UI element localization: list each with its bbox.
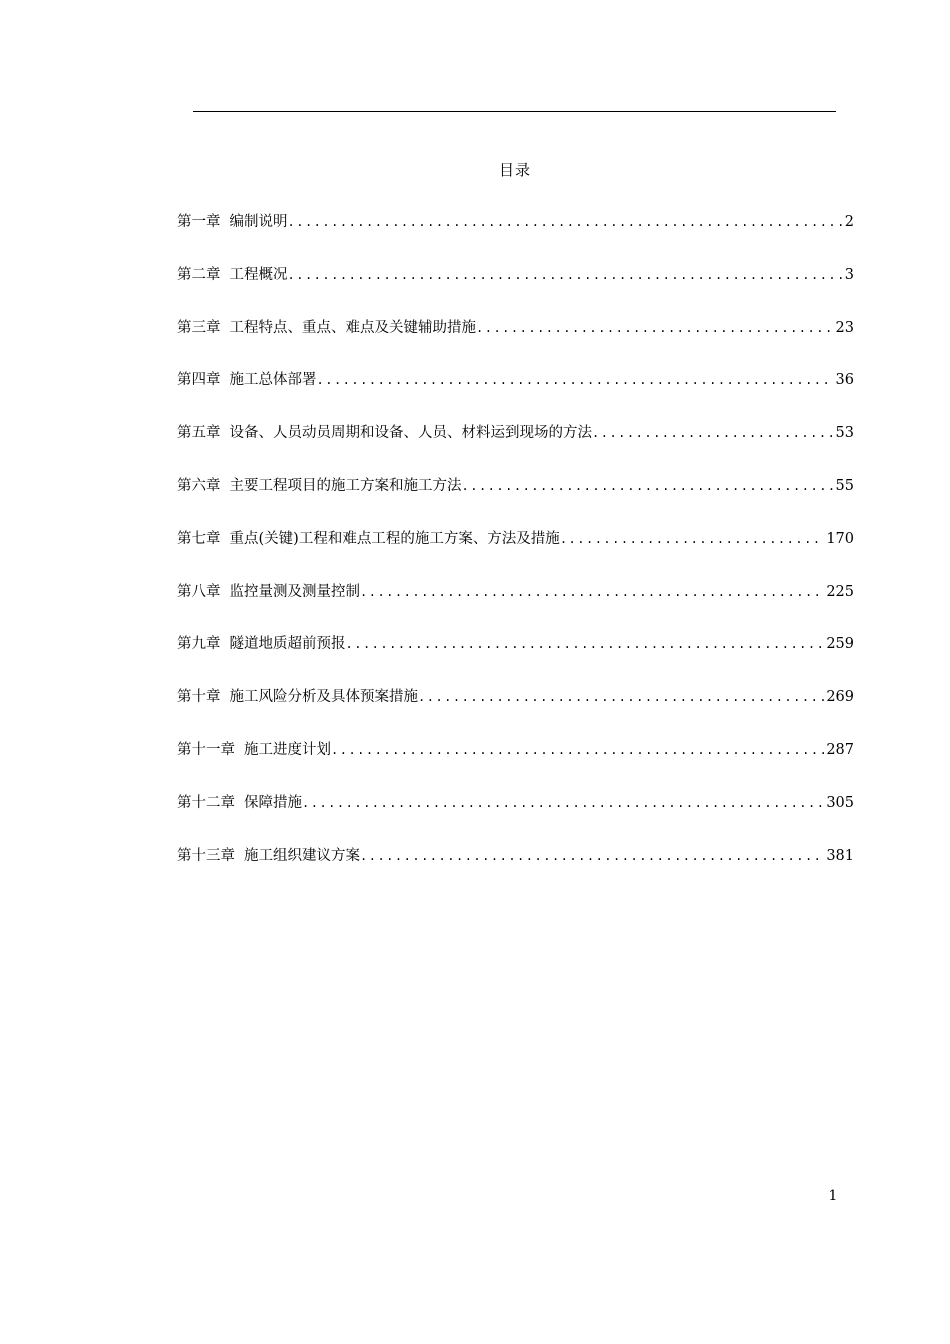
toc-entry[interactable] (177, 212, 854, 265)
toc-entry-title: 施工风险分析及具体预案措施 (229, 689, 418, 706)
toc-chapter-label: 第七章 (177, 530, 221, 547)
toc-dot-leader (302, 793, 824, 813)
toc-page-number: 225 (826, 583, 854, 600)
toc-dot-leader (331, 740, 824, 760)
toc-page-number: 305 (826, 794, 854, 811)
toc-chapter-label: 第十一章 (177, 741, 235, 758)
toc-entry-title: 设备、人员动员周期和设备、人员、材料运到现场的方法 (229, 425, 592, 442)
toc-dot-leader (462, 476, 834, 496)
toc-chapter-label: 第六章 (177, 477, 221, 494)
toc-dot-leader (360, 846, 824, 866)
toc-page-number: 287 (826, 741, 854, 758)
toc-chapter-label: 第十二章 (177, 794, 235, 811)
toc-entry[interactable] (177, 793, 854, 846)
toc-entry-title: 工程概况 (229, 266, 288, 283)
toc-dot-leader (288, 212, 843, 232)
toc-entry[interactable] (177, 265, 854, 318)
toc-chapter-label: 第十三章 (177, 847, 235, 864)
toc-dot-leader (592, 423, 834, 443)
toc-dot-leader (288, 265, 843, 285)
toc-entry-title: 工程特点、重点、难点及关键辅助措施 (229, 319, 476, 336)
toc-chapter-label: 第一章 (177, 214, 221, 230)
toc-dot-leader (418, 687, 824, 707)
toc-chapter-label: 第九章 (177, 636, 221, 653)
toc-page-number: 53 (835, 425, 854, 442)
toc-chapter-label: 第四章 (177, 372, 221, 389)
page-number: 1 (828, 1188, 838, 1204)
toc-list (177, 212, 854, 898)
toc-dot-leader (476, 318, 834, 338)
toc-entry-title: 主要工程项目的施工方案和施工方法 (229, 477, 462, 494)
toc-entry-title: 保障措施 (244, 794, 302, 811)
toc-entry-title: 施工组织建议方案 (244, 847, 360, 864)
toc-dot-leader (346, 634, 825, 654)
toc-chapter-label: 第三章 (177, 319, 221, 336)
toc-dot-leader (560, 529, 825, 549)
toc-page-number: 170 (826, 530, 854, 547)
toc-entry[interactable] (177, 423, 854, 476)
toc-entry-title: 隧道地质超前预报 (229, 636, 346, 653)
toc-entry-title: 重点(关键)工程和难点工程的施工方案、方法及措施 (229, 530, 560, 547)
toc-entry[interactable] (177, 370, 854, 423)
toc-page-number: 3 (844, 266, 854, 283)
toc-entry[interactable] (177, 687, 854, 740)
toc-entry-title: 编制说明 (229, 214, 288, 230)
toc-page-number: 2 (844, 214, 854, 230)
toc-entry[interactable] (177, 582, 854, 635)
toc-page-number: 381 (826, 847, 854, 864)
toc-dot-leader (360, 582, 824, 602)
toc-dot-leader (317, 370, 834, 390)
header-rule (193, 111, 836, 112)
toc-page-number: 269 (826, 689, 854, 706)
toc-entry[interactable] (177, 476, 854, 529)
toc-entry[interactable] (177, 634, 854, 687)
toc-entry-title: 监控量测及测量控制 (229, 583, 360, 600)
toc-entry-title: 施工进度计划 (244, 741, 331, 758)
toc-entry[interactable] (177, 740, 854, 793)
toc-title: 目录 (498, 161, 531, 179)
toc-page-number: 55 (835, 477, 854, 494)
toc-chapter-label: 第二章 (177, 266, 221, 283)
toc-page-number: 36 (835, 372, 854, 389)
toc-entry-title: 施工总体部署 (229, 372, 317, 389)
toc-page-number: 23 (835, 319, 854, 336)
toc-entry[interactable] (177, 846, 854, 899)
toc-chapter-label: 第十章 (177, 689, 221, 706)
toc-chapter-label: 第五章 (177, 425, 221, 442)
toc-chapter-label: 第八章 (177, 583, 221, 600)
toc-entry[interactable] (177, 318, 854, 371)
toc-page-number: 259 (826, 636, 854, 653)
toc-entry[interactable] (177, 529, 854, 582)
